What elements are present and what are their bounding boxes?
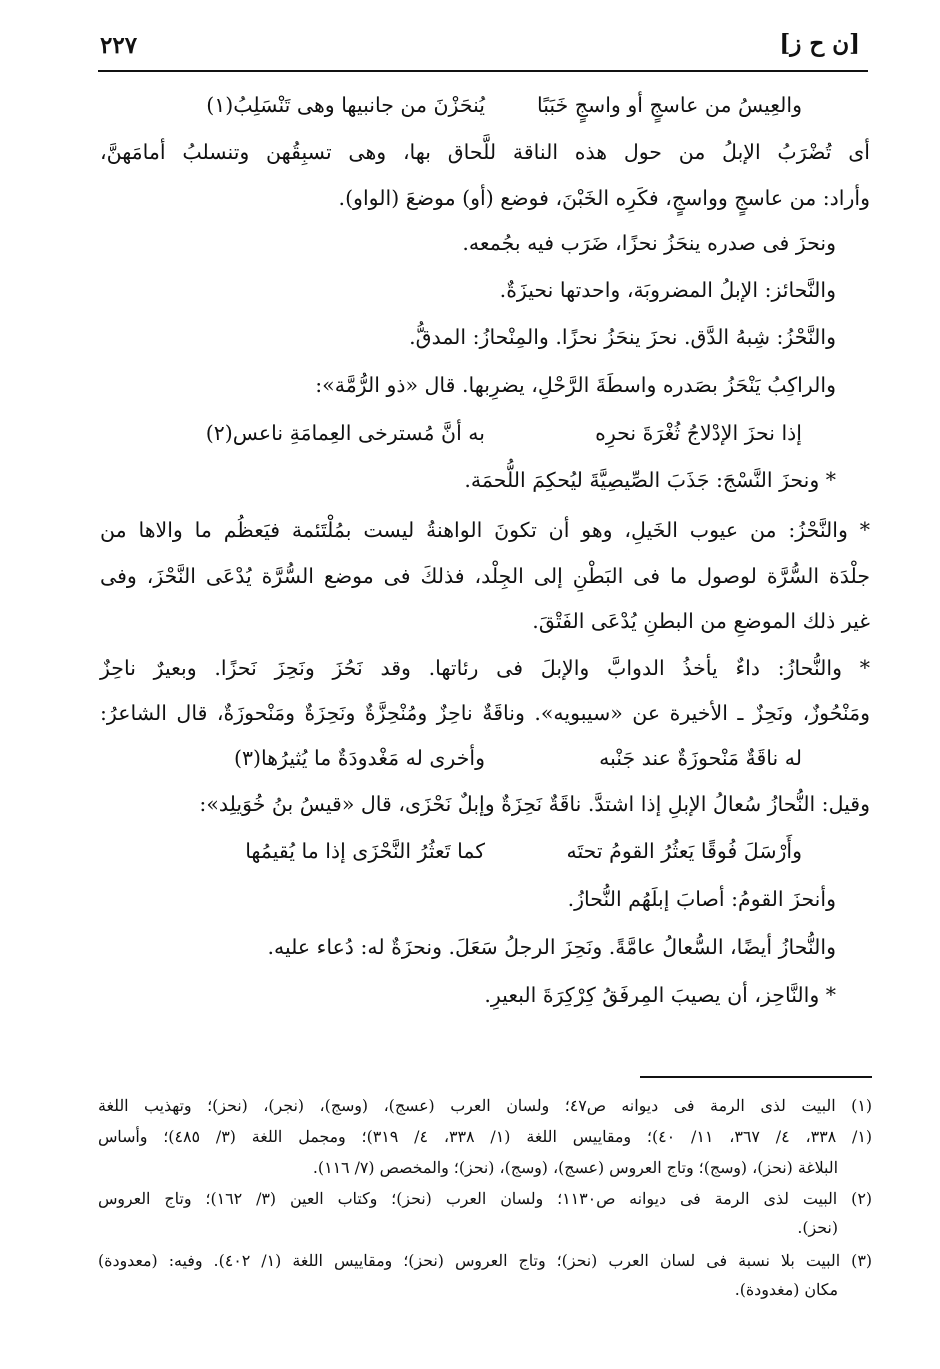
header-rule [98, 70, 868, 72]
text-line: والنَّحائز: الإبلُ المضروبَة، واحدتها نحيزَةٌ. [499, 278, 836, 302]
footnote-line: (نحز). [797, 1218, 838, 1237]
text-line: والراكِبُ يَنْحَزُ بصَدره واسطَةَ الرَّحْلِ، يضرِبها. قال «ذو الرُّمَّة»: [315, 373, 836, 397]
text-line: والنُّحازُ أيضًا، السُّعالُ عامَّةً. ونَحِزَ الرجلُ سَعَلَ. ونحزَةٌ له: دُعاء عليه. [267, 935, 836, 959]
text-line: أى تُضْرَبُ الإبلُ من حول هذه الناقة للَّحاق بها، وهى تسبِقُهن وتنسلبُ أمامَهنَّ، [100, 140, 870, 164]
footnote-line: (٢) البيت لذى الرمة فى ديوانه ص١١٣٠؛ ولسان العرب (نحز)؛ وكتاب العين (٣/ ١٦٢)؛ وتاج العروس [98, 1189, 872, 1208]
verse-3-first-hemistich: له ناقَةٌ مَنْحوزَةٌ عند جَنْبه [599, 746, 802, 770]
verse-3-second-hemistich: وأخرى له مَغْدودَةٌ ما يُثيرُها(٣) [233, 746, 485, 770]
text-line: والنَّحْزُ: شِبهُ الدَّق. نحزَ ينحَزُ نحزًا. والمِنْحازُ: المدقُّ. [409, 325, 836, 349]
verse-2-second-hemistich: به أنَّ مُسترخى العِمامَةِ ناعس(٢) [205, 421, 485, 445]
text-line: جلْدَة السُّرَّة لوصول ما فى البَطْنِ إلى الجِلْد، فذلكَ فى موضع السُّرَّة يُدْعَى النَّحْزَ، وفى [100, 564, 870, 588]
verse-2-first-hemistich: إذا نحزَ الإدْلاجُ ثُغْرَةَ نحرِه [595, 421, 802, 445]
footnote-line: (٣) البيت بلا نسبة فى لسان العرب (نحز)؛ وتاج العروس (نحز)؛ ومقاييس اللغة (١/ ٤٠٢). وفيه: (معدودة) [98, 1251, 872, 1270]
footnote-line: (١) البيت لذى الرمة فى ديوانه ص٤٧؛ ولسان العرب (عسج)، (وسج)، (نجر)، (نحز)؛ وتهذيب اللغة [98, 1096, 872, 1115]
text-line: ونحزَ فى صدره ينحَزُ نحزًا، ضَرَب فيه بجُمعه. [462, 231, 836, 255]
page-header-root: [ن ح ز] [779, 30, 860, 57]
footnote-line: (١/ ٣٣٨، ٤/ ٣٦٧، ١١/ ٤٠)؛ ومقاييس اللغة (١/ ٣٣٨، ٤/ ٣١٩)؛ ومجمل اللغة (٣/ ٤٨٥)؛ وأساس [98, 1127, 873, 1146]
text-line: غير ذلك الموضعِ من البطنِ يُدْعَى الفَتْقَ. [532, 609, 870, 633]
page-number: ٢٢٧ [100, 32, 138, 59]
text-line: * والنُّحازُ: داءٌ يأخذُ الدوابَّ والإبلَ فى رئاتها. وقد نَحُزَ ونَحِزَ نَحزًا. وبعيرٌ ناحِزٌ [100, 656, 870, 680]
text-line: وقيل: النُّحازُ سُعالُ الإبلِ إذا اشتدَّ. ناقَةٌ نَحِزَةٌ وإبلٌ نَحْزَى، قال «قيسُ بنُ خُوَيلِد»: [199, 792, 870, 816]
text-line: وأراد: من عاسجٍ وواسجٍ، فكَرِه الخَبْنَ، فوضع (أو) موضعَ (الواو). [338, 186, 870, 210]
text-line: ومَنْحُوزٌ، ونَحِزٌ ـ الأخيرة عن «سيبويه». وناقَةٌ ناحِزٌ ومُنْحِزَّةٌ ونَحِزَةٌ ومَنْحوزَةٌ، قال الشاعرُ: [100, 701, 870, 725]
text-line: * والنَّاحِز، أن يصيبَ المِرفَقُ كِرْكِرَةَ البعيرِ. [484, 983, 836, 1007]
text-line: * ونحزَ النَّسْجَ: جَذَبَ الصِّيصِيَّةَ ليُحكِمَ اللُّحمَة. [464, 468, 836, 492]
footnote-rule [640, 1076, 872, 1078]
footnote-line: مكان (مغدودة). [734, 1280, 838, 1299]
text-line: * والنَّحْزُ: من عيوب الخَيلِ، وهو أن تكونَ الواهنةُ ليست بمُلْتَئمة فيَعظُم ما والاها من [100, 518, 870, 542]
footnote-line: البلاغة (نحز)، (وسج)؛ وتاج العروس (عسج)، (وسج)، (نحز)؛ والمخصص (٧/ ١١٦). [312, 1158, 838, 1177]
verse-1-second-hemistich: يُنحَزْنَ من جانبيها وهى تَنْسَلِبُ(١) [206, 93, 485, 117]
verse-4-second-hemistich: كما تَعثُرُ النَّحْزَى إذا ما يُقيمُها [245, 839, 485, 863]
text-line: وأنحزَ القومُ: أصابَ إبلَهُم النُّحازُ. [567, 887, 836, 911]
verse-1-first-hemistich: والعِيسُ من عاسجٍ أو واسجٍ خَبَبًا [537, 93, 802, 117]
verse-4-first-hemistich: وأَرْسَلَ فُوقًا يَعثُرُ القومُ تحتَه [566, 839, 802, 863]
